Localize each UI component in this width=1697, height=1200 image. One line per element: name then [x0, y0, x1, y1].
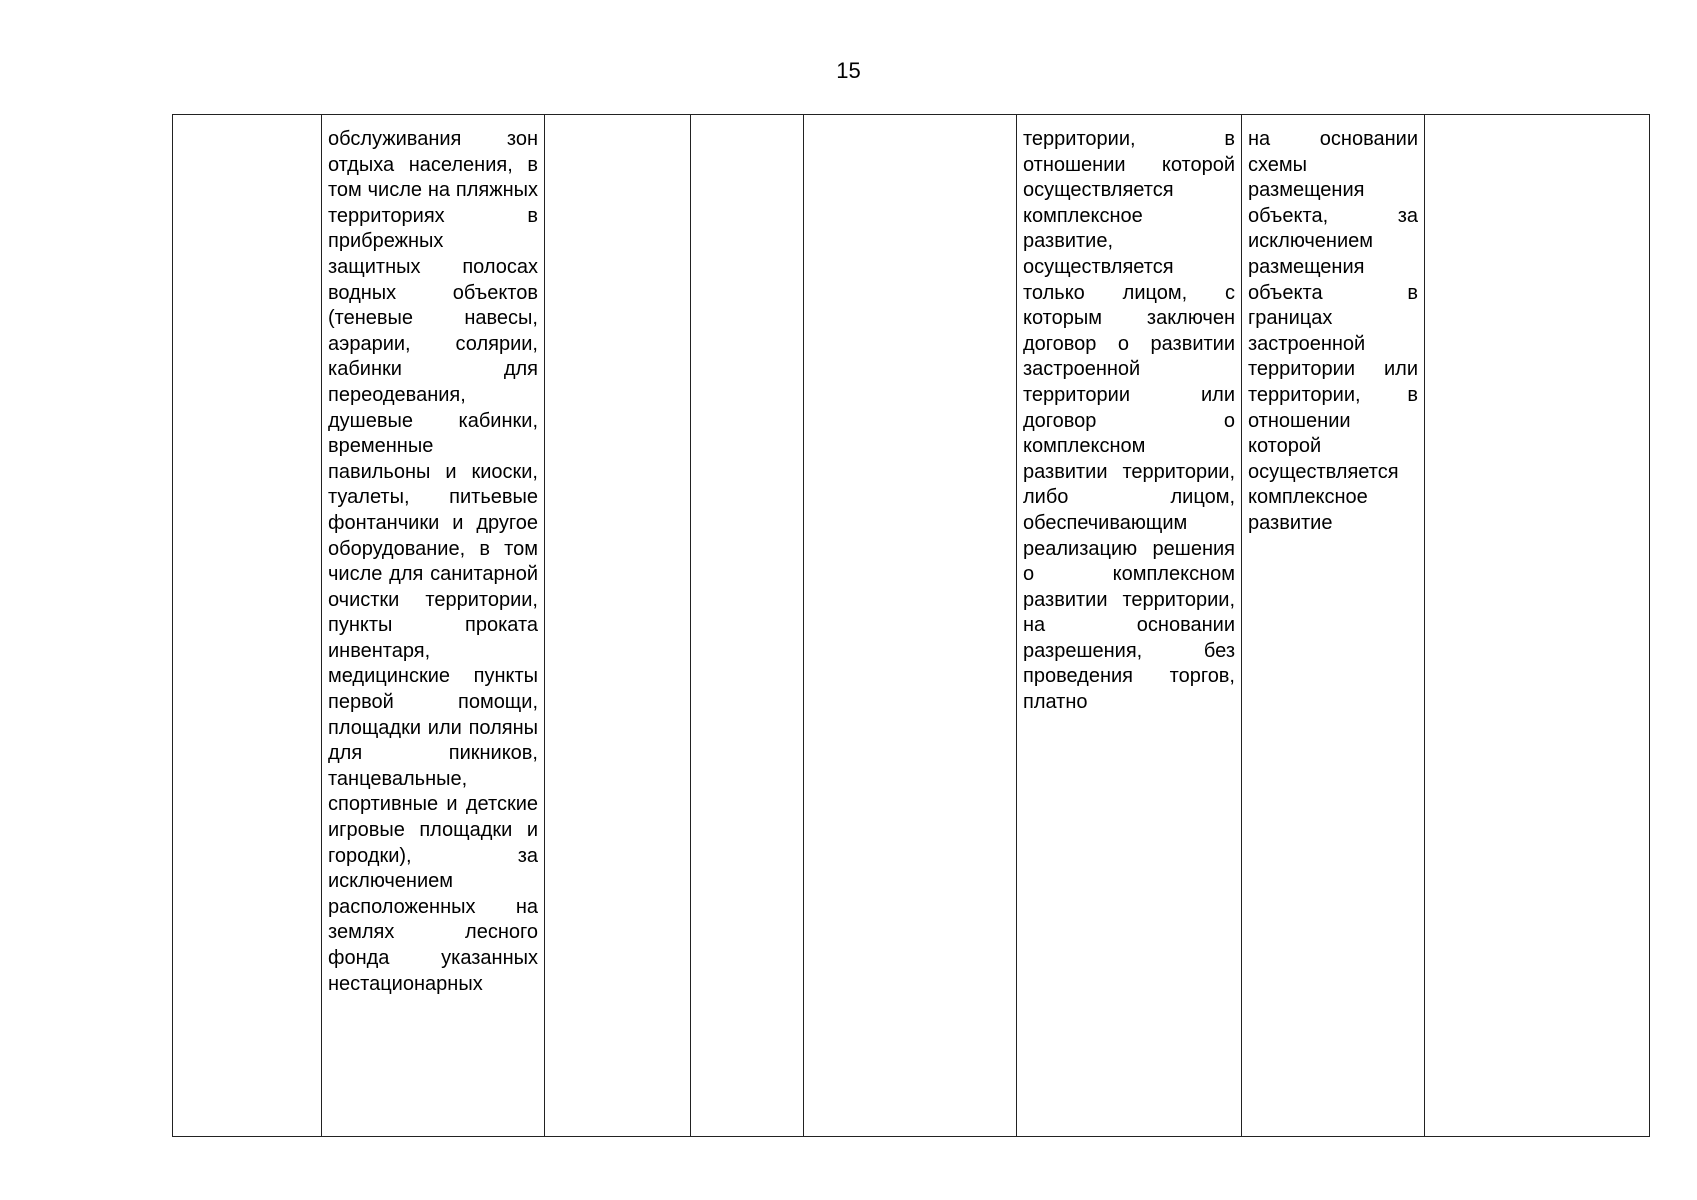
- table-cell-col-5: [804, 115, 1017, 1137]
- table-cell-col-7: на основании схемы размещения объекта, за исключением размещения объекта в границах застроенной территории или территории, в отношении которой осуществляется комплексное развитие: [1242, 115, 1425, 1137]
- table-row: [173, 115, 1650, 1137]
- table-cell-col-2: обслуживания зон отдыха населения, в том числе на пляжных территориях в прибрежных защитных полосах водных объектов (теневые навесы, аэрарии, солярии, кабинки для переодевания, душевые кабинки, временные павильоны и киоски, туалеты, питьевые фонтанчики и другое оборудование, в том числе для санитарной очистки территории, пункты проката инвентаря, медицинские пункты первой помощи, площадки или поляны для пикников, танцевальные, спортивные и детские игровые площадки и городки), за исключением расположенных на землях лесного фонда указанных нестационарных: [322, 115, 545, 1137]
- table-cell-col-6: территории, в отношении которой осуществляется комплексное развитие, осуществляется только лицом, с которым заключен договор о развитии застроенной территории или договор о комплексном развитии территории, либо лицом, обеспечивающим реализацию решения о комплексном развитии территории, на основании разрешения, без проведения торгов, платно: [1017, 115, 1242, 1137]
- document-table: [172, 114, 1650, 1137]
- table-cell-col-4: [691, 115, 804, 1137]
- page-number: 15: [836, 58, 861, 83]
- table-cell-col-3: [545, 115, 691, 1137]
- table-cell-col-8: [1425, 115, 1650, 1137]
- table-cell-col-1: [173, 115, 322, 1137]
